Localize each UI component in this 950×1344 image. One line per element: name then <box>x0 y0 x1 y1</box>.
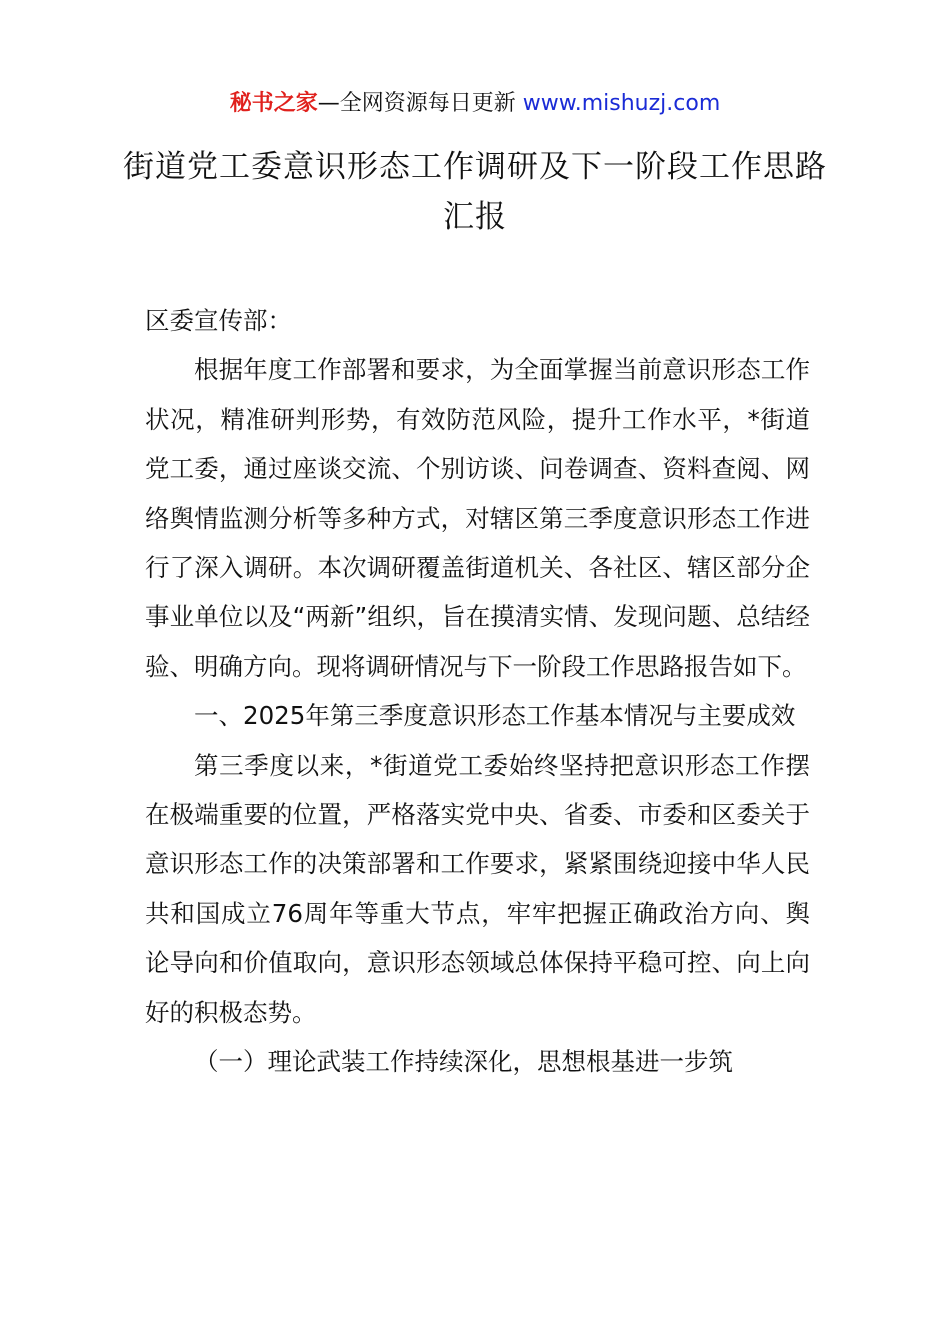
header-tagline: —全网资源每日更新 <box>317 91 523 116</box>
section-heading-1: 一、2025年第三季度意识形态工作基本情况与主要成效 <box>194 701 796 731</box>
salutation: 区委宣传部： <box>145 306 292 335</box>
subsection-heading-1: （一）理论武装工作持续深化，思想根基进一步筑 <box>194 1047 733 1077</box>
site-url-link[interactable]: www.mishuzj.com <box>522 91 721 116</box>
paragraph-intro: 根据年度工作部署和要求，为全面掌握当前意识形态工作状况，精准研判形势，有效防范风险，提升工作水平，*街道党工委，通过座谈交流、个别访谈、问卷调查、资料查阅、网络舆情监测分析等多种方式，对辖区第三季度意识形态工作进行了深入调研。本次调研覆盖街道机关、各社区、辖区部分企事业单位以及“两新”组织，旨在摸清实情、发现问题、总结经验、明确方向。现将调研情况与下一阶段工作思路报告如下。 <box>145 355 810 681</box>
site-header <box>0 88 950 120</box>
document-body <box>145 296 810 1087</box>
brand-name: 秘书之家 <box>229 91 318 116</box>
document-title: 街道党工委意识形态工作调研及下一阶段工作思路汇报 <box>123 149 827 235</box>
paragraph-section-1: 第三季度以来，*街道党工委始终坚持把意识形态工作摆在极端重要的位置，严格落实党中央、省委、市委和区委关于意识形态工作的决策部署和工作要求，紧紧围绕迎接中华人民共和国成立76周年等重大节点，牢牢把握正确政治方向、舆论导向和价值取向，意识形态领域总体保持平稳可控、向上向好的积极态势。 <box>145 750 810 1027</box>
